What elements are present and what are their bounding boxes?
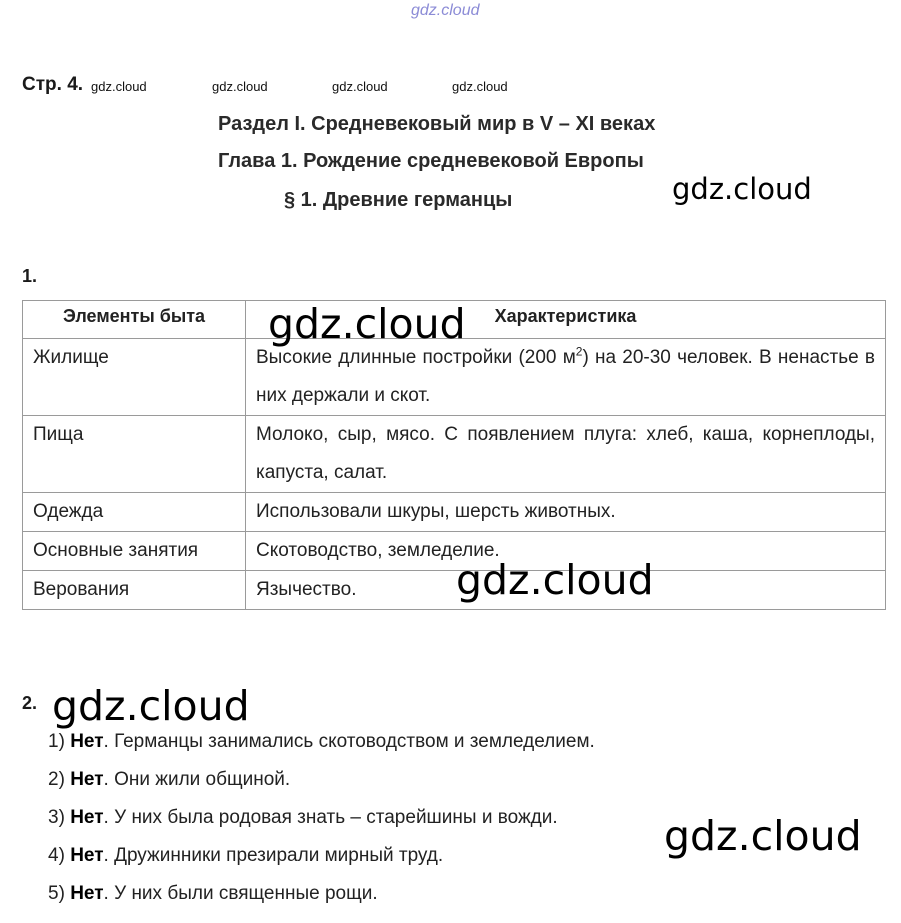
row-element: Одежда [23,493,246,532]
row-characteristic: Язычество. [246,571,886,610]
row-characteristic: Молоко, сыр, мясо. С появлением плуга: хлеб, каша, корнеплоды, капуста, салат. [246,416,886,493]
watermark-small: gdz.cloud [452,79,508,94]
row-element: Пища [23,416,246,493]
row-characteristic: Высокие длинные постройки (200 $м^2$) на 20-30 человек. В ненастье в них держали и скот. [246,339,886,416]
answer-item: 3) Нет. У них была родовая знать – старейшины и вожди. [48,807,558,828]
watermark-large: gdz.cloud [456,556,654,604]
row-element: Основные занятия [23,532,246,571]
table-row [23,416,886,493]
answer-item: 1) Нет. Германцы занимались скотоводством и земледелием. [48,731,595,752]
watermark-top: gdz.cloud [411,2,480,19]
row-element: Жилище [23,339,246,416]
answer-item: 5) Нет. У них были священные рощи. [48,883,378,904]
paragraph-heading: § 1. Древние германцы [284,189,513,211]
table-row [23,571,886,610]
section-heading: Раздел I. Средневековый мир в V – XI веках [218,113,656,135]
row-element: Верования [23,571,246,610]
task-number-1: 1. [22,266,38,286]
table-row [23,532,886,571]
task-number-2: 2. [22,693,38,713]
table-row [23,339,886,416]
watermark-small: gdz.cloud [91,79,147,94]
column-header-element: Элементы быта [23,301,246,339]
chapter-heading: Глава 1. Рождение средневековой Европы [218,150,644,172]
column-header-characteristic: Характеристика [246,301,886,339]
watermark-small: gdz.cloud [332,79,388,94]
row-characteristic: Использовали шкуры, шерсть животных. [246,493,886,532]
watermark-large: gdz.cloud [672,172,812,206]
watermark-small: gdz.cloud [212,79,268,94]
row-characteristic: Скотоводство, земледелие. [246,532,886,571]
watermark-large: gdz.cloud [664,812,862,860]
watermark-large: gdz.cloud [52,682,250,730]
watermark-large: gdz.cloud [268,300,466,348]
answer-item: 4) Нет. Дружинники презирали мирный труд. [48,845,444,866]
answer-item: 2) Нет. Они жили общиной. [48,769,291,790]
table-row [23,493,886,532]
page-label: Стр. 4. [22,74,84,95]
